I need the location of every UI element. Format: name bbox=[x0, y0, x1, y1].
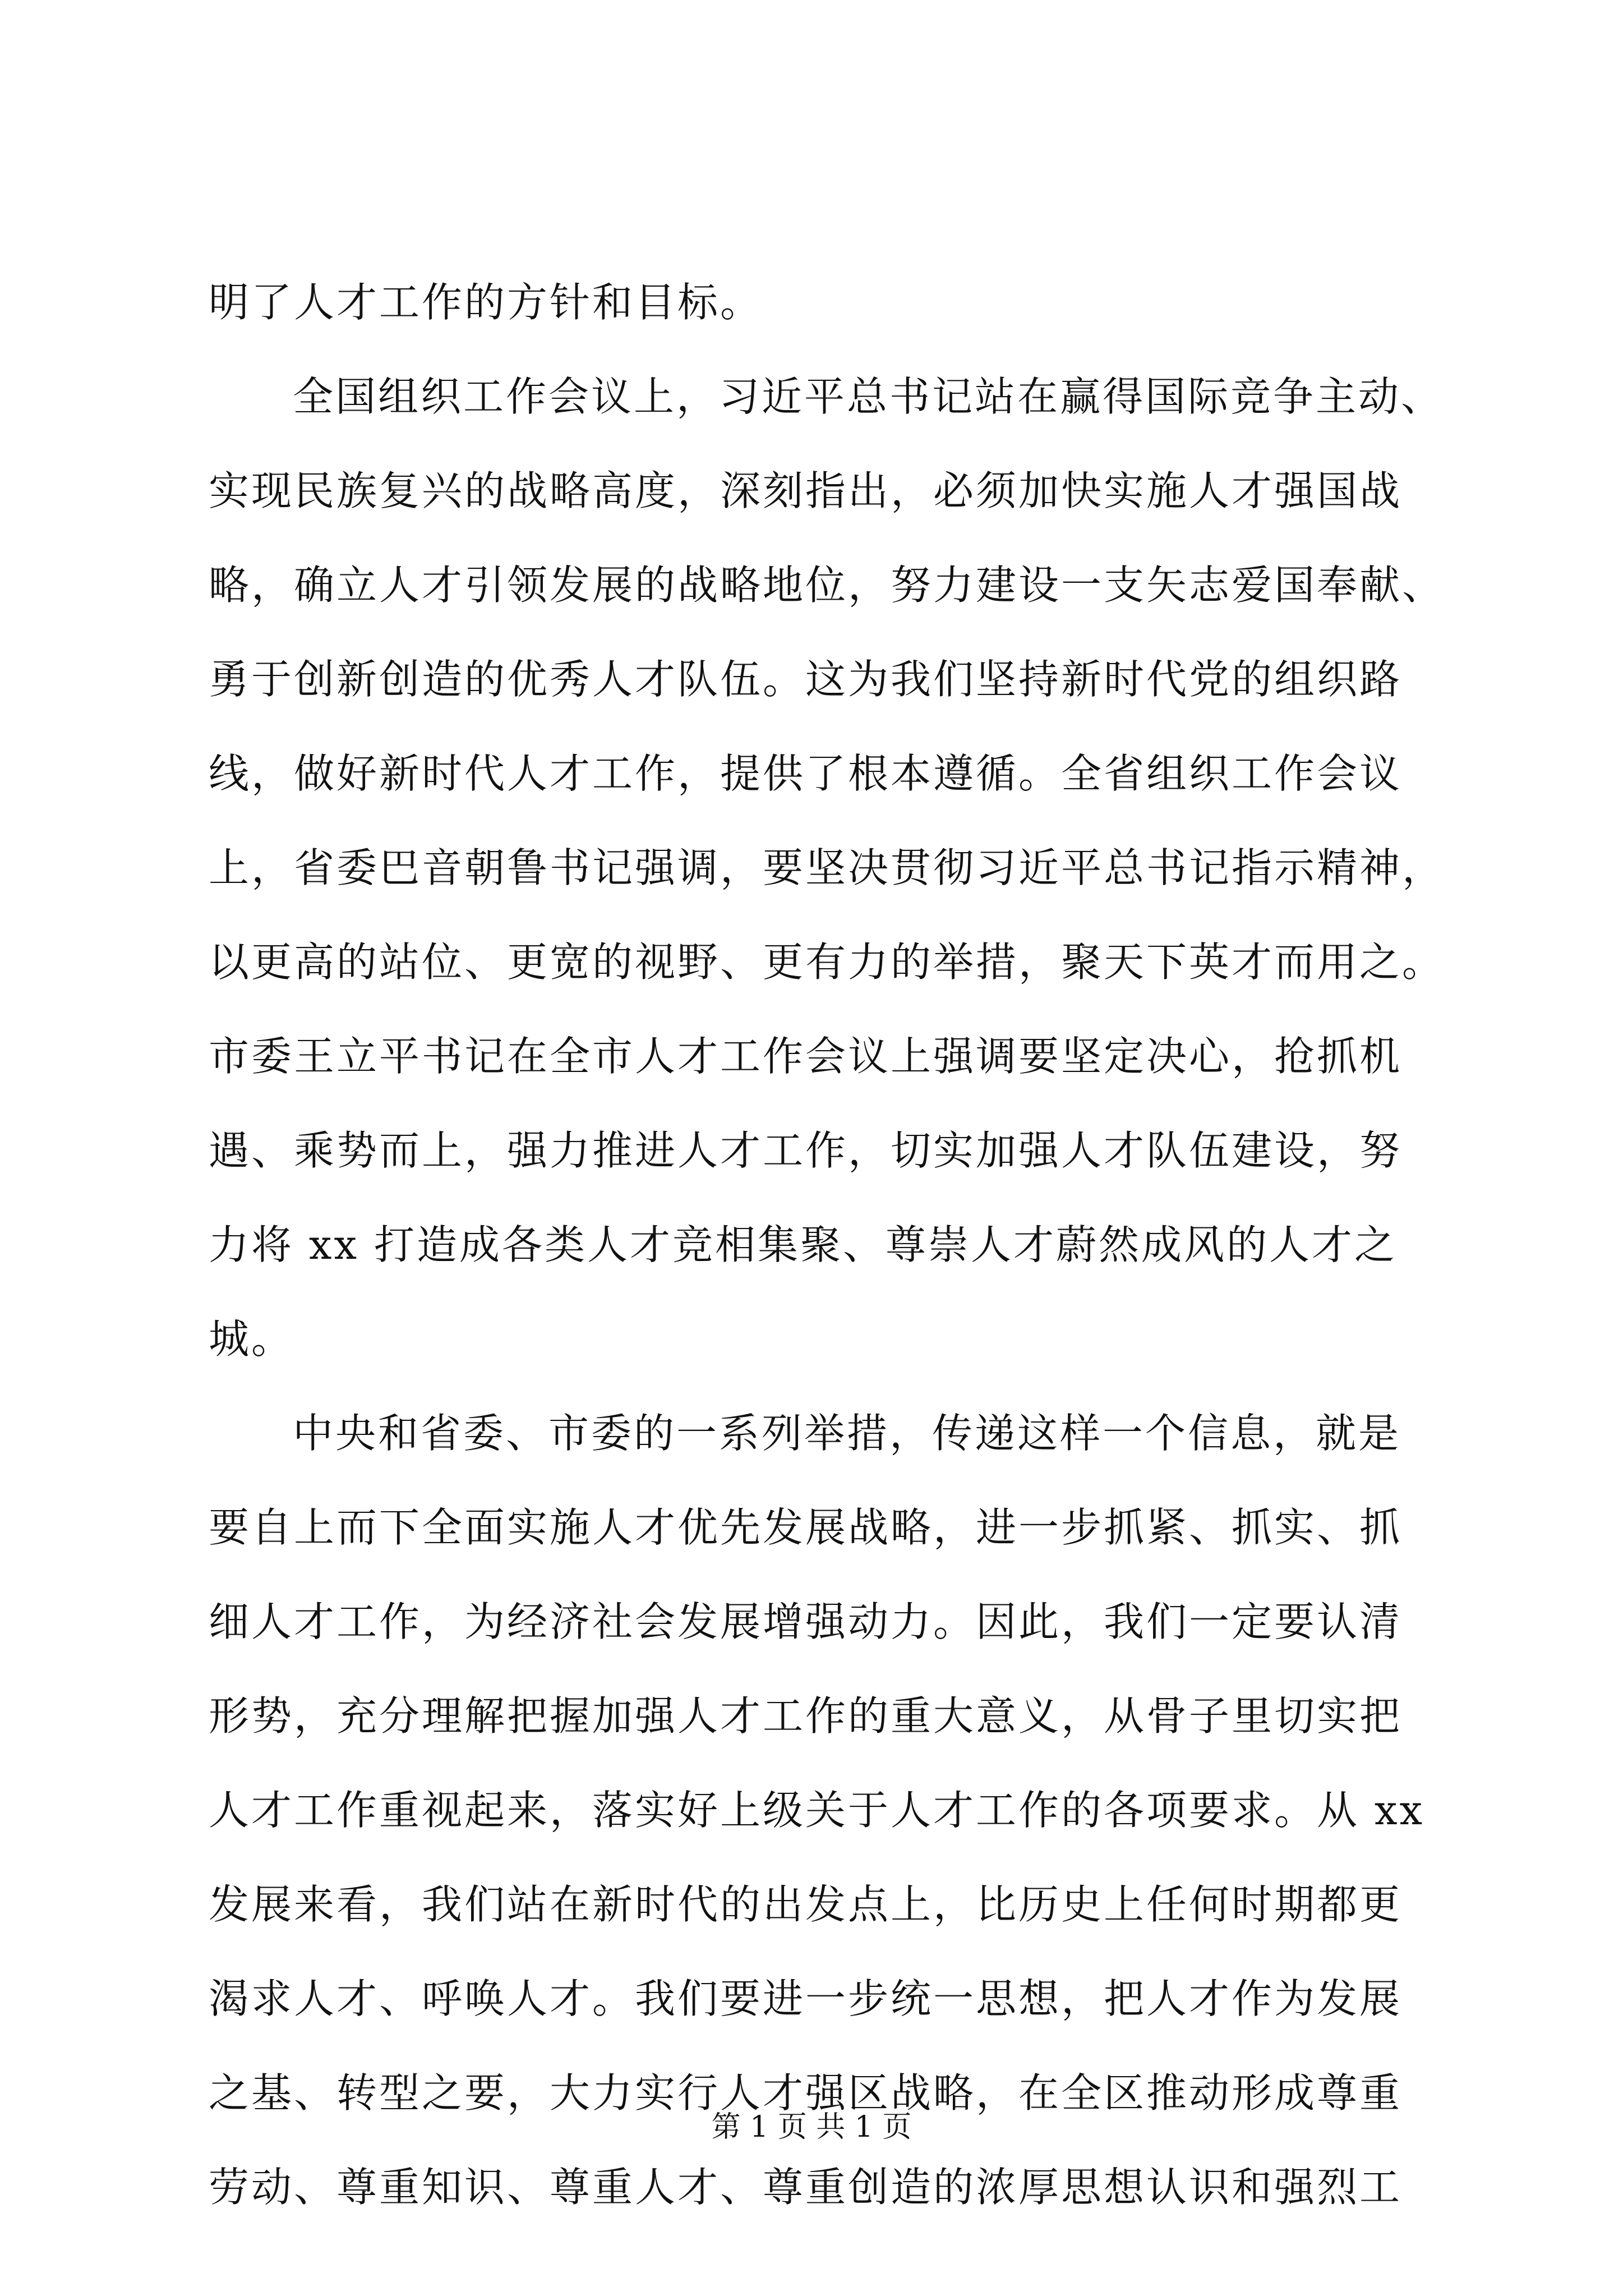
text-line: 渴求人才、呼唤人才。我们要进一步统一思想，把人才作为发展 bbox=[209, 1975, 1403, 2022]
text-line: 要自上而下全面实施人才优先发展战略，进一步抓紧、抓实、抓 bbox=[209, 1504, 1403, 1551]
text-line: 以更高的站位、更宽的视野、更有力的举措，聚天下英才而用之。 bbox=[209, 938, 1445, 986]
text-line: 略，确立人才引领发展的战略地位，努力建设一支矢志爱国奉献、 bbox=[209, 562, 1445, 609]
text-line: 力将 xx 打造成各类人才竞相集聚、尊崇人才蔚然成风的人才之 bbox=[209, 1221, 1397, 1268]
text-line: 人才工作重视起来，落实好上级关于人才工作的各项要求。从 xx bbox=[209, 1787, 1425, 1834]
text-line: 细人才工作，为经济社会发展增强动力。因此，我们一定要认清 bbox=[209, 1598, 1403, 1645]
text-line: 市委王立平书记在全市人才工作会议上强调要坚定决心，抢抓机 bbox=[209, 1033, 1403, 1080]
text-line: 上，省委巴音朝鲁书记强调，要坚决贯彻习近平总书记指示精神， bbox=[209, 844, 1445, 891]
text-line: 遇、乘势而上，强力推进人才工作，切实加强人才队伍建设，努 bbox=[209, 1127, 1403, 1174]
page-number-footer: 第 1 页 共 1 页 bbox=[711, 2110, 912, 2144]
text-line: 勇于创新创造的优秀人才队伍。这为我们坚持新时代党的组织路 bbox=[209, 656, 1403, 703]
text-line: 劳动、尊重知识、尊重人才、尊重创造的浓厚思想认识和强烈工 bbox=[209, 2164, 1403, 2211]
text-line: 实现民族复兴的战略高度，深刻指出，必须加快实施人才强国战 bbox=[209, 467, 1403, 514]
text-line: 线，做好新时代人才工作，提供了根本遵循。全省组织工作会议 bbox=[209, 750, 1403, 797]
text-line: 之基、转型之要，大力实行人才强区战略，在全区推动形成尊重 bbox=[209, 2069, 1403, 2116]
text-line: 发展来看，我们站在新时代的出发点上，比历史上任何时期都更 bbox=[209, 1881, 1403, 1928]
text-line: 形势，充分理解把握加强人才工作的重大意义，从骨子里切实把 bbox=[209, 1692, 1403, 1740]
text-line: 城。 bbox=[209, 1315, 294, 1363]
body-text bbox=[209, 255, 1493, 2234]
paragraph-start-line: 全国组织工作会议上，习近平总书记站在赢得国际竞争主动、 bbox=[293, 373, 1444, 420]
paragraph-start-line: 中央和省委、市委的一系列举措，传递这样一个信息，就是 bbox=[293, 1410, 1401, 1457]
text-line: 明了人才工作的方针和目标。 bbox=[209, 279, 763, 326]
